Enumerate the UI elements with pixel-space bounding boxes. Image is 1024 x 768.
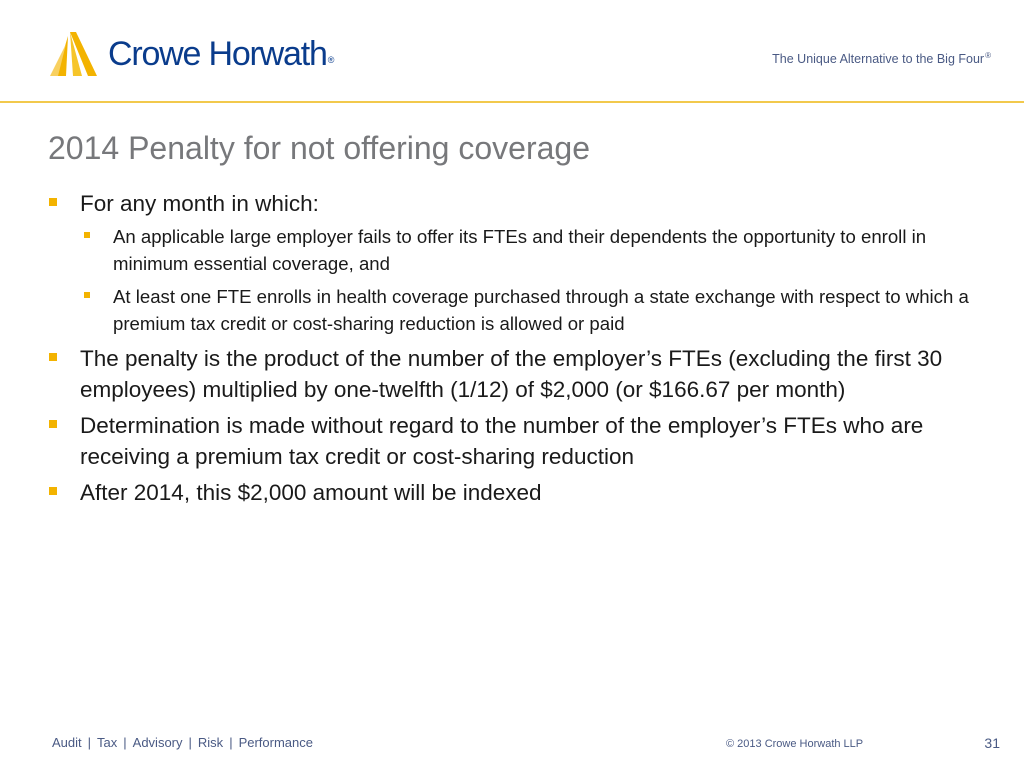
footer-item-advisory: Advisory: [132, 735, 183, 750]
tagline-registered-mark: ®: [985, 51, 991, 60]
footer-item-tax: Tax: [97, 735, 118, 750]
bullet-item: After 2014, this $2,000 amount will be indexed: [48, 477, 1003, 508]
footer-separator: |: [87, 735, 92, 750]
bullet-text: For any month in which:: [80, 191, 319, 216]
footer-item-performance: Performance: [238, 735, 313, 750]
bullet-list: [48, 188, 1003, 508]
logo-registered-mark: ®: [327, 55, 335, 65]
footer-service-lines: [52, 735, 313, 750]
logo-wordmark: Crowe Horwath®: [108, 35, 335, 73]
copyright: © 2013 Crowe Horwath LLP: [726, 738, 864, 750]
sub-bullet-list: [80, 223, 1003, 337]
sub-bullet-item: An applicable large employer fails to offer its FTEs and their dependents the opportunity to enroll in minimum essential coverage, and: [80, 223, 1003, 277]
slide-body: [48, 188, 1003, 513]
tagline: The Unique Alternative to the Big Four®: [772, 51, 991, 66]
company-logo: [48, 30, 335, 80]
slide-title: 2014 Penalty for not offering coverage: [48, 130, 590, 166]
footer-item-audit: Audit: [52, 735, 82, 750]
bullet-item: [48, 188, 1003, 337]
footer-separator: |: [188, 735, 192, 750]
sub-bullet-item: At least one FTE enrolls in health coverage purchased through a state exchange with respect to which a premium tax credit or cost-sharing reduction is allowed or paid: [80, 283, 1003, 337]
bullet-item: Determination is made without regard to the number of the employer’s FTEs who are receiving a premium tax credit or cost-sharing reduction: [48, 410, 1003, 472]
page-number: 31: [984, 735, 1000, 751]
logo-chevron-icon: [48, 30, 100, 78]
footer-item-risk: Risk: [197, 735, 224, 750]
bullet-item: The penalty is the product of the number of the employer’s FTEs (excluding the first 30 employees) multiplied by one-twelfth (1/12) of $2,000 (or $166.67 per month): [48, 343, 1003, 405]
footer-separator: |: [229, 735, 233, 750]
header-divider: [0, 101, 1024, 103]
footer-separator: |: [123, 735, 127, 750]
